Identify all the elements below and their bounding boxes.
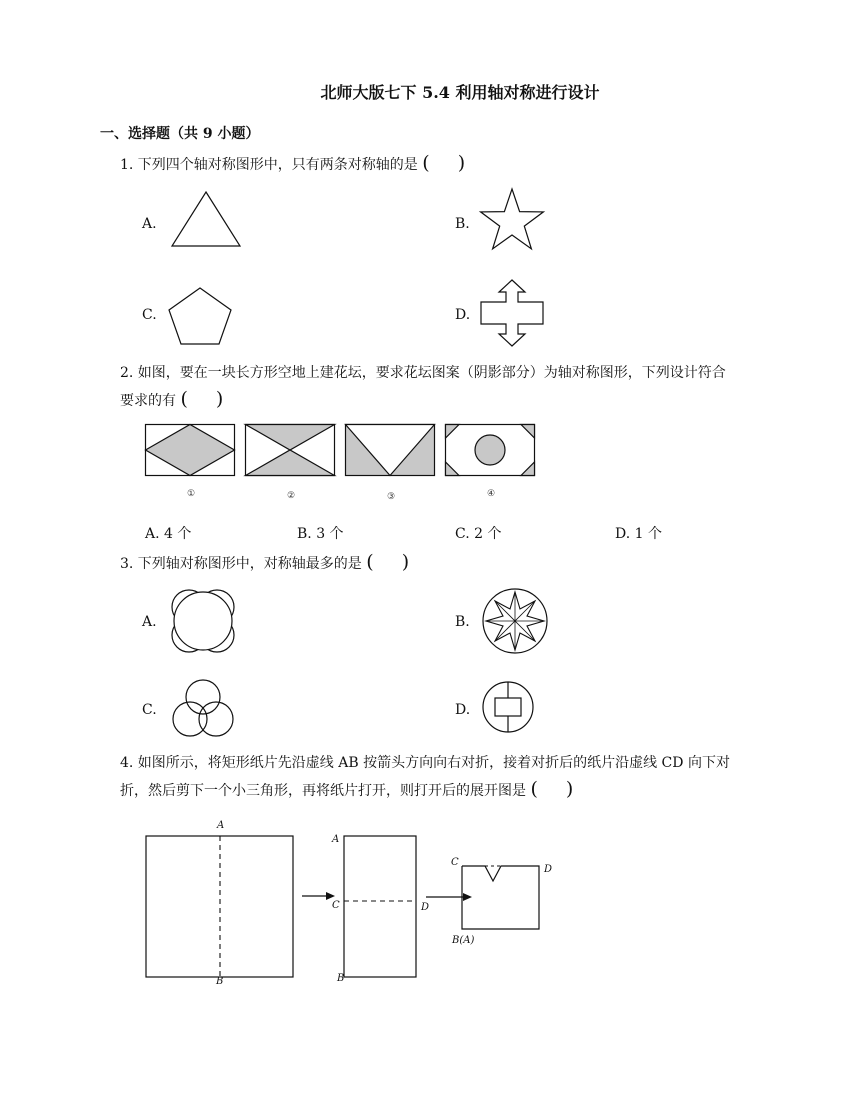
design-3-caption: ③ [387, 492, 396, 502]
flowerbed-design-2[interactable] [245, 424, 335, 476]
q2-option-c[interactable]: C. 2 个 [455, 526, 502, 542]
flowerbed-design-1[interactable] [145, 424, 235, 476]
question-4: 4. 如图所示，将矩形纸片先沿虚线 AB 按箭头方向向右对折，接着对折后的纸片沿虚线 CD 向下对 折，然后剪下一个小三角形，再将纸片打开，则打开后的展开图是 ( ) [120, 750, 765, 804]
label-a-step1: A [217, 820, 225, 831]
triangle-icon[interactable] [170, 190, 242, 248]
arrow-icon [326, 892, 335, 900]
label-b-step2: B [337, 973, 345, 984]
design-1-caption: ① [187, 489, 196, 499]
section-heading: 一、选择题（共 9 小题） [100, 126, 260, 142]
q2-option-b[interactable]: B. 3 个 [297, 526, 344, 542]
q1-option-d[interactable]: D. [455, 307, 471, 323]
design-2-caption: ② [287, 491, 296, 501]
cross-shape-icon[interactable] [479, 278, 545, 348]
arrow-icon [463, 893, 472, 901]
question-3: 3. 下列轴对称图形中，对称轴最多的是 ( ) [120, 551, 410, 573]
q3-option-a[interactable]: A. [142, 614, 157, 630]
four-circles-icon[interactable] [168, 586, 238, 656]
q1-option-c[interactable]: C. [142, 307, 157, 323]
paper-half [344, 836, 416, 977]
label-c-step3: C [451, 857, 459, 868]
q3-option-d[interactable]: D. [455, 702, 471, 718]
question-4-text-line1: 4. 如图所示，将矩形纸片先沿虚线 AB 按箭头方向向右对折，接着对折后的纸片沿虚线 CD 向下对 [120, 755, 730, 771]
label-c-step2: C [332, 900, 340, 911]
question-2-text-line1: 2. 如图，要在一块长方形空地上建花坛，要求花坛图案（阴影部分）为轴对称图形，下列设计符合 [120, 365, 726, 381]
design-4-caption: ④ [487, 489, 496, 499]
flowerbed-design-4[interactable] [445, 424, 535, 476]
q2-option-d[interactable]: D. 1 个 [615, 526, 662, 542]
question-1-text: 1. 下列四个轴对称图形中，只有两条对称轴的是 [120, 157, 418, 173]
q3-option-c[interactable]: C. [142, 702, 157, 718]
paper-folded-cut [462, 866, 539, 929]
label-a-step2: A [332, 834, 340, 845]
q1-option-b[interactable]: B. [455, 216, 470, 232]
star-icon[interactable] [478, 186, 546, 254]
star-in-circle-icon[interactable] [481, 587, 549, 655]
question-4-text-line2: 折，然后剪下一个小三角形，再将纸片打开，则打开后的展开图是 [120, 783, 526, 799]
circle-with-rectangle-icon[interactable] [482, 681, 534, 733]
question-2-text-line2: 要求的有 [120, 393, 176, 409]
folding-diagram [140, 812, 580, 992]
question-2: 2. 如图，要在一块长方形空地上建花坛，要求花坛图案（阴影部分）为轴对称图形，下列设计符合 要求的有 ( ) [120, 360, 765, 414]
pentagon-icon[interactable] [166, 286, 234, 346]
label-b-step1: B [216, 976, 224, 987]
label-d-step3: D [544, 864, 553, 875]
question-1: 1. 下列四个轴对称图形中，只有两条对称轴的是 ( ) [120, 152, 466, 174]
page-title: 北师大版七下 5.4 利用轴对称进行设计 [320, 83, 600, 102]
q3-option-b[interactable]: B. [455, 614, 470, 630]
q2-option-a[interactable]: A. 4 个 [145, 526, 192, 542]
label-ba-step3: B(A) [452, 935, 475, 946]
triquetra-icon[interactable] [168, 677, 238, 741]
question-3-text: 3. 下列轴对称图形中，对称轴最多的是 [120, 556, 362, 572]
flowerbed-design-3[interactable] [345, 424, 435, 476]
label-d-step2: D [421, 902, 430, 913]
q1-option-a[interactable]: A. [142, 216, 157, 232]
